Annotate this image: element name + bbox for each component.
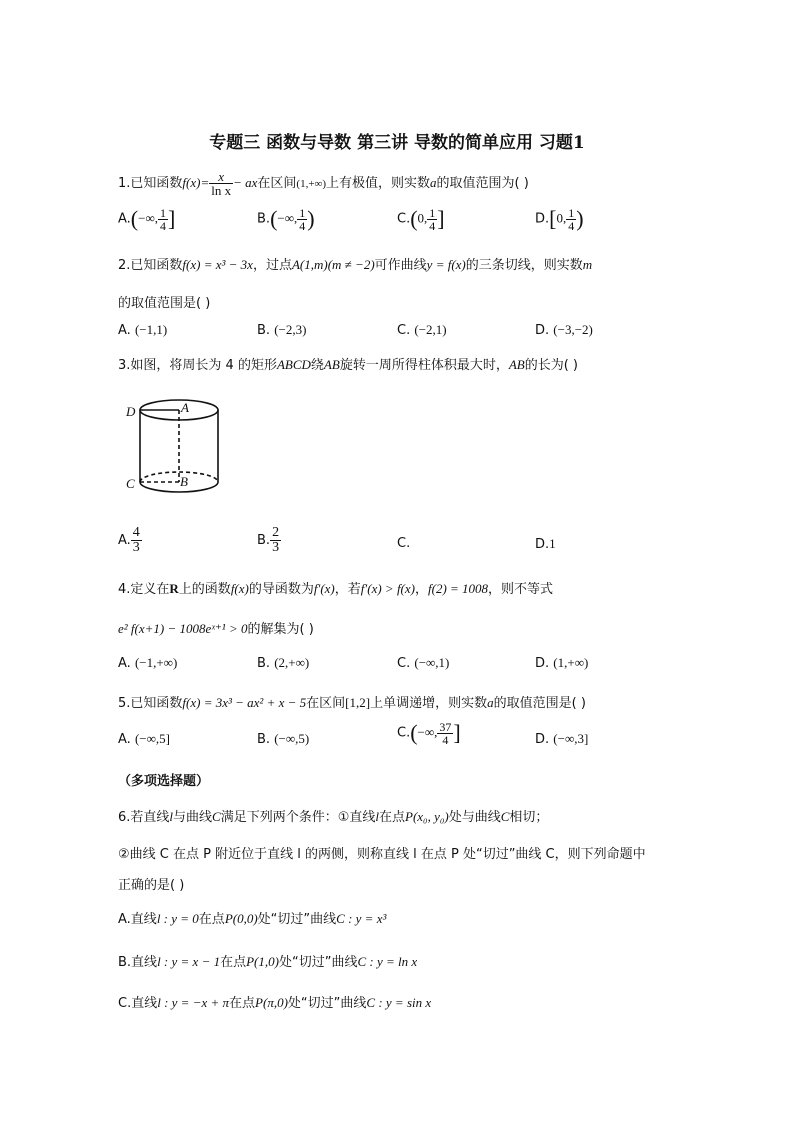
q2-option-d[interactable]: D. (−3,−2) <box>535 322 593 338</box>
q6-option-c[interactable]: C.直线l : y = −x + π在点P(π,0)处“切过”曲线C : y = sin x <box>118 995 432 1011</box>
q5-option-d[interactable]: D. (−∞,3] <box>535 731 589 747</box>
q3-option-a[interactable]: A. $\frac{4}{3}$ <box>118 525 140 555</box>
q1-option-d[interactable]: D.[0, $\frac{1}{4}$ ) <box>535 205 584 233</box>
cylinder-bottom-front <box>140 482 218 492</box>
question-5-stem: 5.已知函数f(x) = 3x³ − ax² + x − 5在区间[1,2]上单调递增，则实数a的取值范围是( ) <box>118 695 586 711</box>
q4-option-a[interactable]: A. (−1,+∞) <box>118 655 178 671</box>
q4-option-d[interactable]: D. (1,+∞) <box>535 655 589 671</box>
label-c: C <box>126 476 135 491</box>
q4-option-c[interactable]: C. (−∞,1) <box>397 655 450 671</box>
question-3-stem: 3.如图，将周长为 4 的矩形ABCD绕AB旋转一周所得柱体积最大时，AB的长为( ) <box>118 357 578 373</box>
question-6-stem: 6.若直线l与曲线C满足下列两个条件：①直线l在点P(x₀, y₀)处与曲线C相切； <box>118 809 549 825</box>
q2-option-b[interactable]: B. (−2,3) <box>257 322 307 338</box>
q3-option-d[interactable]: D.1 <box>535 536 556 552</box>
question-6-stem-line3: 正确的是( ) <box>118 878 185 893</box>
q1-option-c[interactable]: C.(0, $\frac{1}{4}$ ] <box>397 205 445 233</box>
page-title: 专题三 函数与导数 第三讲 导数的简单应用 习题1 <box>209 133 585 153</box>
question-4-stem: 4.定义在R上的函数f(x)的导函数为f′(x)，若f′(x) > f(x)，f(2) = 1008，则不等式 <box>118 581 554 597</box>
question-2-stem-line2: 的取值范围是( ) <box>118 296 211 311</box>
label-a: A <box>181 400 189 415</box>
q1-fraction: $\frac{x}{\text{ln x}}$ <box>211 169 232 198</box>
q2-option-c[interactable]: C. (−2,1) <box>397 322 447 338</box>
q4-option-b[interactable]: B. (2,+∞) <box>257 655 310 671</box>
q1-option-b[interactable]: B.(−∞, $\frac{1}{4}$ ) <box>257 205 315 233</box>
label-d: D <box>126 404 136 419</box>
cylinder-figure <box>120 396 230 500</box>
q5-option-c[interactable]: C.(−∞, $\frac{37}{4}$ ] <box>397 719 461 747</box>
question-4-stem-line2: e² f(x+1) − 1008eˣ⁺¹ > 0的解集为( ) <box>118 621 314 637</box>
question-2-stem: 2.已知函数f(x) = x³ − 3x，过点A(1,m)(m ≠ −2)可作曲线y = f(x)的三条切线，则实数m <box>118 257 593 273</box>
question-1-stem: 1.已知函数f(x)= $\frac{x}{\text{ln x}}$ − ax在区间(1,+∞)上有极值，则实数a的取值范围为( ) <box>118 169 529 198</box>
q5-option-b[interactable]: B. (−∞,5) <box>257 731 310 747</box>
q5-option-a[interactable]: A. (−∞,5] <box>118 731 170 747</box>
q1-option-a[interactable]: A.(−∞, $\frac{1}{4}$ ] <box>118 205 176 233</box>
q3-option-b[interactable]: B. $\frac{2}{3}$ <box>257 525 280 555</box>
question-6-stem-line2: ②曲线 C 在点 P 附近位于直线 l 的两侧，则称直线 l 在点 P 处“切过”曲线 C，则下列命题中 <box>118 847 646 862</box>
q6-option-a[interactable]: A.直线l : y = 0在点P(0,0)处“切过”曲线C : y = x³ <box>118 911 387 927</box>
q3-option-c[interactable]: C. <box>397 536 411 551</box>
label-b: B <box>180 474 188 489</box>
q2-option-a[interactable]: A. (−1,1) <box>118 322 168 338</box>
q6-option-b[interactable]: B.直线l : y = x − 1在点P(1,0)处“切过”曲线C : y = ln x <box>118 954 418 970</box>
section-heading: （多项选择题） <box>118 774 210 789</box>
